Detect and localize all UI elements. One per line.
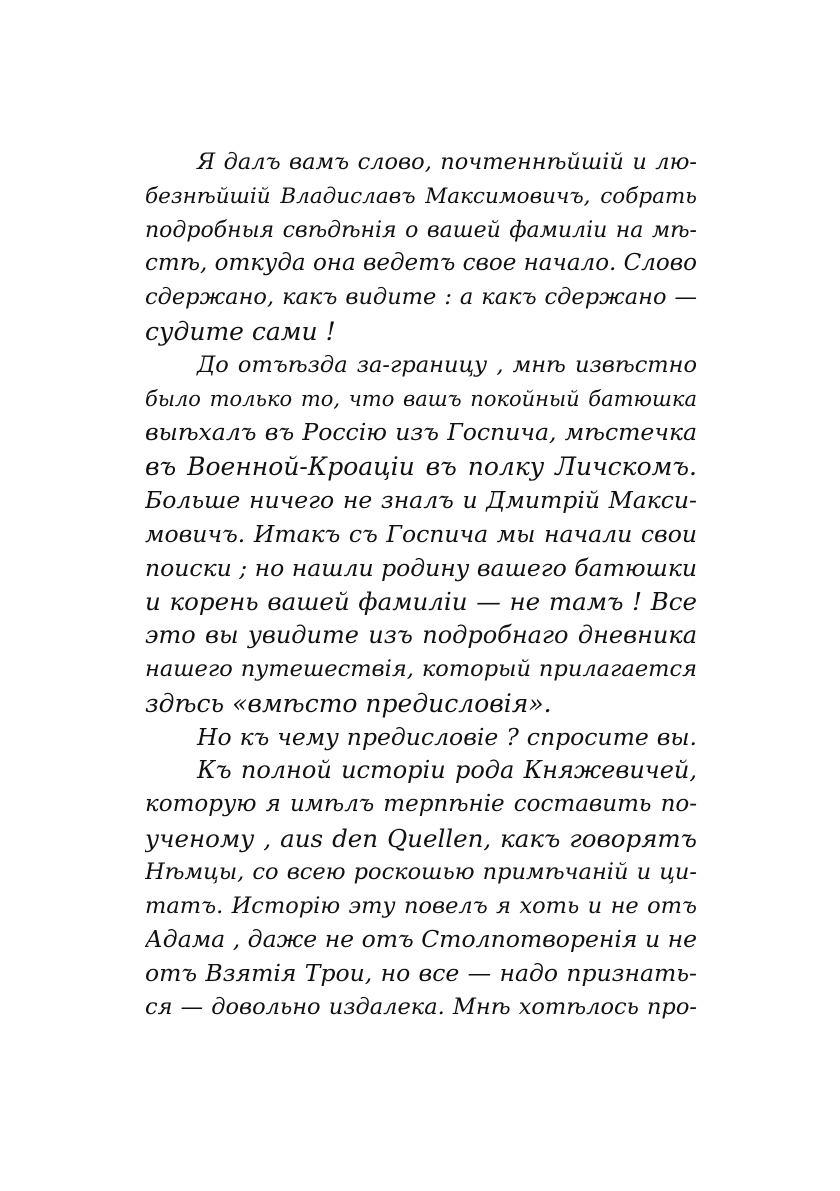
text-line: Больше ничего не зналъ и Дмитрій Макси- bbox=[145, 485, 697, 514]
text-line: Но къ чему предисловіе ? спросите вы. bbox=[197, 722, 697, 751]
text-line: ученому , aus den Quellen, какъ говорятъ bbox=[145, 823, 697, 853]
text-line: судите сами ! bbox=[145, 316, 336, 346]
text-line: отъ Взятія Трои, но все — надо признать- bbox=[145, 959, 697, 988]
text-line: въ Военной-Кроаціи въ полку Личскомъ. bbox=[145, 452, 697, 482]
text-line: стѣ, откуда она ведетъ свое начало. Слово bbox=[145, 250, 697, 277]
text-line: Я далъ вамъ слово, почтеннѣйшій и лю- bbox=[197, 149, 697, 175]
text-line: мовичъ. Итакъ съ Госпича мы начали свои bbox=[145, 519, 697, 548]
text-line: Нѣмцы, со всею роскошью примѣчаній и ци- bbox=[145, 858, 697, 885]
text-line: подробныя свѣдѣнія о вашей фамиліи на мѣ- bbox=[145, 217, 697, 243]
text-line: нашего путешествія, который прилагается bbox=[145, 655, 697, 682]
text-line: это вы увидите изъ подробнаго дневника bbox=[145, 621, 697, 650]
text-line: Къ полной исторіи рода Княжевичей, bbox=[197, 756, 697, 785]
body-text bbox=[145, 146, 697, 1025]
text-line: которую я имѣлъ терпѣніе составить по- bbox=[145, 791, 697, 818]
text-line: безнѣйшій Владиславъ Максимовичъ, собрать bbox=[145, 183, 697, 209]
text-line: здѣсь «вмѣсто предисловія». bbox=[145, 688, 552, 718]
text-line: поиски ; но нашли родину вашего батюшки bbox=[145, 553, 697, 582]
text-line: Адама , даже не отъ Столпотворенія и не bbox=[145, 925, 697, 954]
text-line: ся — довольно издалека. Мнѣ хотѣлось про- bbox=[145, 993, 697, 1020]
text-line: было только то, что вашъ покойный батюшка bbox=[145, 386, 697, 411]
text-line: сдержано, какъ видите : а какъ сдержано — bbox=[145, 284, 697, 311]
text-line: выѣхалъ въ Россію изъ Госпича, мѣстечка bbox=[145, 418, 697, 447]
text-line: татъ. Исторію эту повелъ я хоть и не отъ bbox=[145, 892, 697, 919]
text-line: и корень вашей фамиліи — не тамъ ! Все bbox=[145, 587, 697, 617]
text-line: До отъѣзда за-границу , мнѣ извѣстно bbox=[197, 351, 697, 378]
